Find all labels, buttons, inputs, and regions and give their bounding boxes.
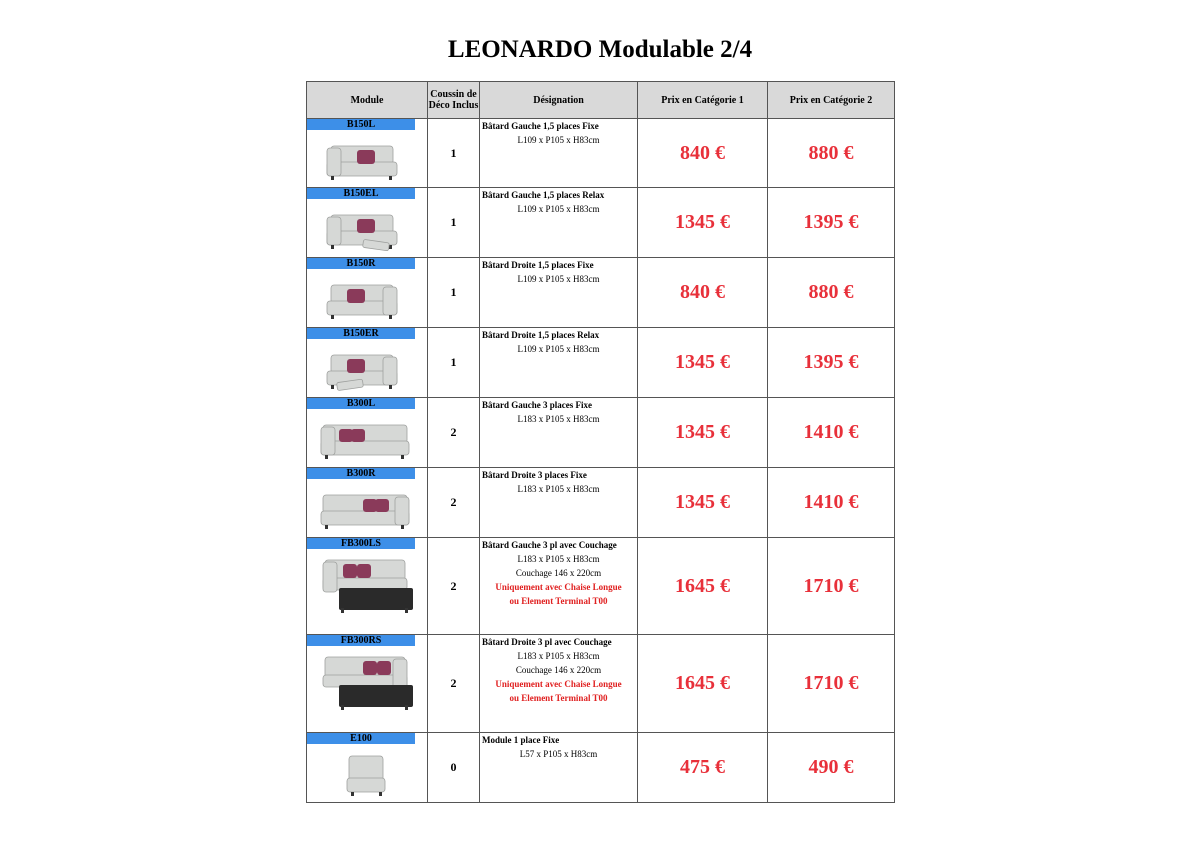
table-row (307, 635, 895, 733)
sofa-module-image (319, 341, 415, 393)
price-cat1: 475 € (638, 733, 768, 803)
sofa-module-image (319, 411, 415, 463)
table-row (307, 328, 895, 398)
header-cat1: Prix en Catégorie 1 (638, 82, 768, 119)
header-module: Module (307, 82, 428, 119)
designation-cell (480, 328, 638, 398)
designation-name: Bâtard Droite 3 pl avec Couchage (482, 637, 612, 647)
designation-cell (480, 733, 638, 803)
sofa-module-image (319, 201, 415, 253)
designation-dimensions: L183 x P105 x H83cm (517, 651, 600, 661)
designation-dimensions: Couchage 146 x 220cm (515, 665, 602, 675)
cushion-count: 2 (428, 468, 480, 538)
designation-dimensions: L109 x P105 x H83cm (517, 204, 600, 214)
designation-note: ou Element Terminal T00 (509, 693, 608, 703)
cushion-count: 1 (428, 258, 480, 328)
table-row (307, 188, 895, 258)
designation-dimensions: L57 x P105 x H83cm (519, 749, 598, 759)
price-cat2: 1710 € (768, 538, 895, 635)
designation-dimensions: L109 x P105 x H83cm (517, 135, 600, 145)
price-cat2: 1710 € (768, 635, 895, 733)
price-cat2: 1410 € (768, 468, 895, 538)
price-cat2: 880 € (768, 258, 895, 328)
price-cat1: 1645 € (638, 635, 768, 733)
designation-note: ou Element Terminal T00 (509, 596, 608, 606)
price-cat1: 1345 € (638, 328, 768, 398)
sofa-module-image (319, 648, 415, 714)
price-cat1: 1345 € (638, 468, 768, 538)
cushion-count: 1 (428, 188, 480, 258)
designation-name: Bâtard Droite 1,5 places Relax (482, 330, 600, 340)
table-header-row (307, 82, 895, 119)
designation-dimensions: Couchage 146 x 220cm (515, 568, 602, 578)
designation-cell (480, 538, 638, 635)
price-cat1: 1645 € (638, 538, 768, 635)
designation-dimensions: L109 x P105 x H83cm (517, 274, 600, 284)
sofa-module-image (319, 746, 415, 798)
designation-dimensions: L109 x P105 x H83cm (517, 344, 600, 354)
designation-dimensions: L183 x P105 x H83cm (517, 414, 600, 424)
module-cell (307, 538, 428, 635)
header-cat2: Prix en Catégorie 2 (768, 82, 895, 119)
price-table (306, 81, 895, 803)
header-cushion: Coussin de Déco Inclus (428, 82, 480, 119)
module-code: E100 (307, 733, 415, 744)
page-title: LEONARDO Modulable 2/4 (447, 36, 753, 63)
cushion-count: 1 (428, 328, 480, 398)
price-cat1: 1345 € (638, 398, 768, 468)
module-code: B150EL (307, 188, 415, 199)
table-row (307, 733, 895, 803)
designation-dimensions: L183 x P105 x H83cm (517, 484, 600, 494)
module-code: B300L (307, 398, 415, 409)
sofa-module-image (319, 481, 415, 533)
module-code: FB300RS (307, 635, 415, 646)
price-cat1: 840 € (638, 119, 768, 188)
price-cat1: 840 € (638, 258, 768, 328)
table-row (307, 468, 895, 538)
module-code: B150ER (307, 328, 415, 339)
module-cell (307, 468, 428, 538)
price-cat2: 1410 € (768, 398, 895, 468)
table-row (307, 258, 895, 328)
cushion-count: 2 (428, 538, 480, 635)
designation-name: Bâtard Gauche 3 places Fixe (482, 400, 592, 410)
cushion-count: 1 (428, 119, 480, 188)
table-row (307, 119, 895, 188)
cushion-count: 2 (428, 398, 480, 468)
table-body (307, 119, 895, 803)
designation-name: Bâtard Droite 1,5 places Fixe (482, 260, 594, 270)
sofa-module-image (319, 132, 415, 184)
cushion-count: 2 (428, 635, 480, 733)
designation-note: Uniquement avec Chaise Longue (495, 582, 622, 592)
designation-cell (480, 398, 638, 468)
designation-cell (480, 258, 638, 328)
designation-cell (480, 119, 638, 188)
module-code: FB300LS (307, 538, 415, 549)
sofa-module-image (319, 271, 415, 323)
price-cat2: 1395 € (768, 188, 895, 258)
price-cat1: 1345 € (638, 188, 768, 258)
module-cell (307, 635, 428, 733)
module-cell (307, 119, 428, 188)
designation-cell (480, 468, 638, 538)
designation-name: Bâtard Droite 3 places Fixe (482, 470, 587, 480)
price-cat2: 1395 € (768, 328, 895, 398)
table-row (307, 398, 895, 468)
price-cat2: 880 € (768, 119, 895, 188)
header-designation: Désignation (480, 82, 638, 119)
module-cell (307, 258, 428, 328)
module-code: B150R (307, 258, 415, 269)
module-cell (307, 188, 428, 258)
module-code: B150L (307, 119, 415, 130)
module-cell (307, 733, 428, 803)
designation-cell (480, 635, 638, 733)
designation-name: Bâtard Gauche 1,5 places Relax (482, 190, 605, 200)
sofa-module-image (319, 551, 415, 617)
designation-name: Module 1 place Fixe (482, 735, 560, 745)
designation-cell (480, 188, 638, 258)
module-cell (307, 328, 428, 398)
designation-note: Uniquement avec Chaise Longue (495, 679, 622, 689)
cushion-count: 0 (428, 733, 480, 803)
designation-dimensions: L183 x P105 x H83cm (517, 554, 600, 564)
designation-name: Bâtard Gauche 1,5 places Fixe (482, 121, 599, 131)
module-cell (307, 398, 428, 468)
price-cat2: 490 € (768, 733, 895, 803)
table-row (307, 538, 895, 635)
module-code: B300R (307, 468, 415, 479)
designation-name: Bâtard Gauche 3 pl avec Couchage (482, 540, 617, 550)
